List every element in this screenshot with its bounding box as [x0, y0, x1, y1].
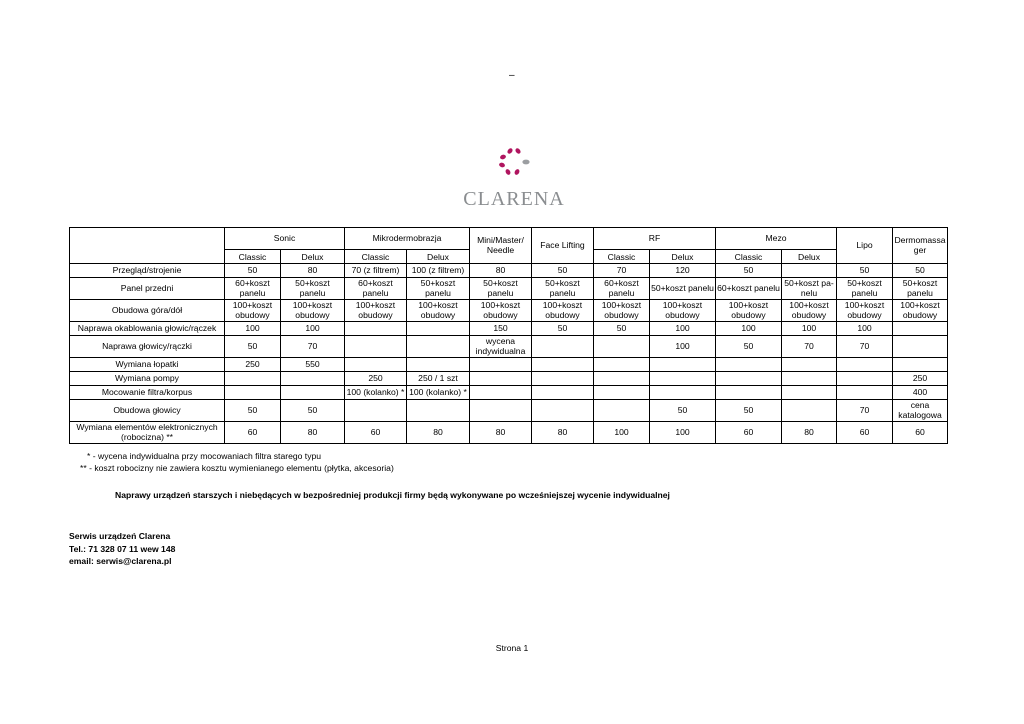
price-cell	[782, 372, 837, 386]
price-cell: 60	[225, 422, 281, 444]
variant-cell: Delux	[650, 250, 716, 264]
page-number: Strona 1	[495, 643, 529, 653]
header-dash: –	[509, 70, 515, 81]
price-cell: 50	[532, 322, 594, 336]
price-cell: 50	[225, 264, 281, 278]
price-cell: 50+koszt panelu	[407, 278, 470, 300]
price-cell	[594, 386, 650, 400]
price-cell	[893, 322, 948, 336]
price-cell	[345, 358, 407, 372]
price-cell: 50	[837, 264, 893, 278]
price-cell: 550	[281, 358, 345, 372]
device-rf: RF	[594, 228, 716, 250]
price-cell	[281, 386, 345, 400]
price-cell: 100	[225, 322, 281, 336]
price-cell: 60	[837, 422, 893, 444]
price-cell: 60	[893, 422, 948, 444]
brand-name: CLARENA	[463, 188, 565, 210]
price-cell: 100	[716, 322, 782, 336]
price-cell: 100+koszt obudowy	[345, 300, 407, 322]
price-cell: 100	[837, 322, 893, 336]
row-label: Naprawa głowicy/rączki	[70, 336, 225, 358]
price-cell: 100+koszt obudowy	[532, 300, 594, 322]
price-cell	[893, 358, 948, 372]
row-label: Przegląd/strojenie	[70, 264, 225, 278]
price-cell: 250	[893, 372, 948, 386]
price-cell: 70	[837, 336, 893, 358]
price-cell: 80	[470, 264, 532, 278]
price-cell: 100 (kolanko) *	[345, 386, 407, 400]
variant-cell: Classic	[594, 250, 650, 264]
device-mikrodermobrazja: Mikrodermobrazja	[345, 228, 470, 250]
price-cell	[470, 358, 532, 372]
price-cell: 80	[782, 422, 837, 444]
price-cell	[532, 358, 594, 372]
table-row	[70, 322, 948, 336]
variant-cell: Classic	[716, 250, 782, 264]
price-cell	[782, 358, 837, 372]
price-cell: 50+koszt panelu	[470, 278, 532, 300]
device-lipo: Lipo	[837, 228, 893, 264]
device-needle: Mini/Master/ Needle	[470, 228, 532, 264]
variant-cell: Classic	[345, 250, 407, 264]
price-cell: 250	[225, 358, 281, 372]
price-cell: 60+koszt panelu	[594, 278, 650, 300]
price-cell	[470, 386, 532, 400]
price-cell	[345, 400, 407, 422]
flower-icon	[496, 146, 532, 178]
price-cell: 50	[532, 264, 594, 278]
price-cell	[594, 400, 650, 422]
price-cell	[893, 336, 948, 358]
price-cell: 80	[281, 422, 345, 444]
price-cell: 60	[345, 422, 407, 444]
price-cell: 250	[345, 372, 407, 386]
clarena-logo	[462, 146, 566, 212]
price-cell: 100+koszt obudowy	[782, 300, 837, 322]
price-cell	[281, 372, 345, 386]
price-cell: 100+koszt obudowy	[281, 300, 345, 322]
price-cell: 50+koszt panelu	[281, 278, 345, 300]
footnote: * - wycena indywidualna przy mocowaniach filtra starego typu	[87, 451, 322, 461]
price-cell: 100+koszt obudowy	[716, 300, 782, 322]
device-dermomassager: Dermomassa ger	[893, 228, 948, 264]
price-cell	[716, 358, 782, 372]
variant-cell: Classic	[225, 250, 281, 264]
price-cell: 100+koszt obudowy	[893, 300, 948, 322]
price-cell: 50	[716, 400, 782, 422]
price-cell: 60+koszt panelu	[345, 278, 407, 300]
price-cell	[532, 386, 594, 400]
price-cell	[345, 336, 407, 358]
price-cell	[532, 336, 594, 358]
price-cell: wycena indywidualna	[470, 336, 532, 358]
price-cell: 50+koszt panelu	[532, 278, 594, 300]
price-cell: 100	[782, 322, 837, 336]
price-cell: 100	[281, 322, 345, 336]
contact-phone: Tel.: 71 328 07 11 wew 148	[69, 543, 176, 554]
price-cell	[782, 386, 837, 400]
price-cell	[407, 358, 470, 372]
table-row	[70, 400, 948, 422]
price-cell: 100	[594, 422, 650, 444]
price-cell: 100	[650, 322, 716, 336]
price-cell: cena katalogowa	[893, 400, 948, 422]
price-cell	[594, 336, 650, 358]
price-cell	[345, 322, 407, 336]
price-cell: 70	[281, 336, 345, 358]
repair-policy-note: Naprawy urządzeń starszych i niebędących w bezpośredniej produkcji firmy będą wykonywane po wcześniejszej wycenie indywidualnej	[115, 490, 670, 500]
price-cell	[837, 372, 893, 386]
price-cell: 100+koszt obudowy	[470, 300, 532, 322]
price-cell: 50	[225, 336, 281, 358]
price-cell: 50+koszt panelu	[650, 278, 716, 300]
row-label: Obudowa góra/dół	[70, 300, 225, 322]
price-cell: 50	[281, 400, 345, 422]
price-cell: 100	[650, 422, 716, 444]
price-cell: 80	[281, 264, 345, 278]
price-cell	[782, 264, 837, 278]
price-table	[69, 227, 948, 444]
price-cell: 80	[532, 422, 594, 444]
price-cell	[407, 336, 470, 358]
device-mezo: Mezo	[716, 228, 837, 250]
price-cell	[594, 358, 650, 372]
price-cell: 100+koszt obudowy	[594, 300, 650, 322]
price-cell: 100+koszt obudowy	[407, 300, 470, 322]
price-cell: 60+koszt panelu	[225, 278, 281, 300]
row-label: Mocowanie filtra/korpus	[70, 386, 225, 400]
price-cell: 120	[650, 264, 716, 278]
price-cell	[225, 372, 281, 386]
price-cell: 80	[407, 422, 470, 444]
price-cell: 50+koszt pa- nelu	[782, 278, 837, 300]
price-cell: 70 (z filtrem)	[345, 264, 407, 278]
contact-name: Serwis urządzeń Clarena	[69, 531, 171, 541]
table-row	[70, 372, 948, 386]
table-row	[70, 300, 948, 322]
row-label: Naprawa okablowania głowic/rączek	[70, 322, 225, 336]
price-cell: 50	[594, 322, 650, 336]
table-row	[70, 386, 948, 400]
price-cell: 60	[716, 422, 782, 444]
price-cell	[782, 400, 837, 422]
price-cell: 100+koszt obudowy	[837, 300, 893, 322]
table-row	[70, 336, 948, 358]
price-cell	[716, 372, 782, 386]
price-cell: 250 / 1 szt	[407, 372, 470, 386]
table-row	[70, 264, 948, 278]
price-cell: 150	[470, 322, 532, 336]
price-cell	[470, 400, 532, 422]
footnote: ** - koszt robocizny nie zawiera kosztu wymienianego elementu (płytka, akcesoria)	[80, 463, 394, 473]
contact-block	[69, 530, 175, 568]
variant-cell: Delux	[407, 250, 470, 264]
row-label: Wymiana elementów elektronicznych (robocizna) **	[70, 422, 225, 444]
price-cell: 50+koszt panelu	[893, 278, 948, 300]
variant-cell: Delux	[281, 250, 345, 264]
row-label: Obudowa głowicy	[70, 400, 225, 422]
price-cell	[594, 372, 650, 386]
price-cell	[470, 372, 532, 386]
price-cell	[532, 372, 594, 386]
price-cell: 70	[782, 336, 837, 358]
variant-cell: Delux	[782, 250, 837, 264]
device-face-lifting: Face Lifting	[532, 228, 594, 264]
price-cell: 80	[470, 422, 532, 444]
price-cell: 50+koszt panelu	[837, 278, 893, 300]
price-cell: 70	[594, 264, 650, 278]
price-cell	[407, 322, 470, 336]
price-cell	[225, 386, 281, 400]
device-sonic: Sonic	[225, 228, 345, 250]
corner-cell	[70, 228, 225, 264]
price-cell: 100	[650, 336, 716, 358]
price-cell	[650, 372, 716, 386]
price-cell	[407, 400, 470, 422]
price-cell	[837, 358, 893, 372]
table-row	[70, 278, 948, 300]
row-label: Panel przedni	[70, 278, 225, 300]
price-cell: 100 (kolanko) *	[407, 386, 470, 400]
price-cell: 400	[893, 386, 948, 400]
contact-email: email: serwis@clarena.pl	[69, 556, 172, 566]
price-cell: 50	[225, 400, 281, 422]
row-label: Wymiana łopatki	[70, 358, 225, 372]
price-cell: 100+koszt obudowy	[650, 300, 716, 322]
price-cell: 50	[650, 400, 716, 422]
row-label: Wymiana pompy	[70, 372, 225, 386]
price-cell: 50	[716, 336, 782, 358]
price-cell	[532, 400, 594, 422]
footnotes	[80, 450, 394, 474]
price-cell: 100+koszt obudowy	[225, 300, 281, 322]
price-cell: 60+koszt panelu	[716, 278, 782, 300]
table-row	[70, 422, 948, 444]
table-row	[70, 358, 948, 372]
price-cell	[837, 386, 893, 400]
price-cell: 100 (z filtrem)	[407, 264, 470, 278]
price-cell	[650, 386, 716, 400]
price-cell	[716, 386, 782, 400]
price-cell: 50	[716, 264, 782, 278]
price-cell	[650, 358, 716, 372]
price-cell: 50	[893, 264, 948, 278]
price-cell: 70	[837, 400, 893, 422]
